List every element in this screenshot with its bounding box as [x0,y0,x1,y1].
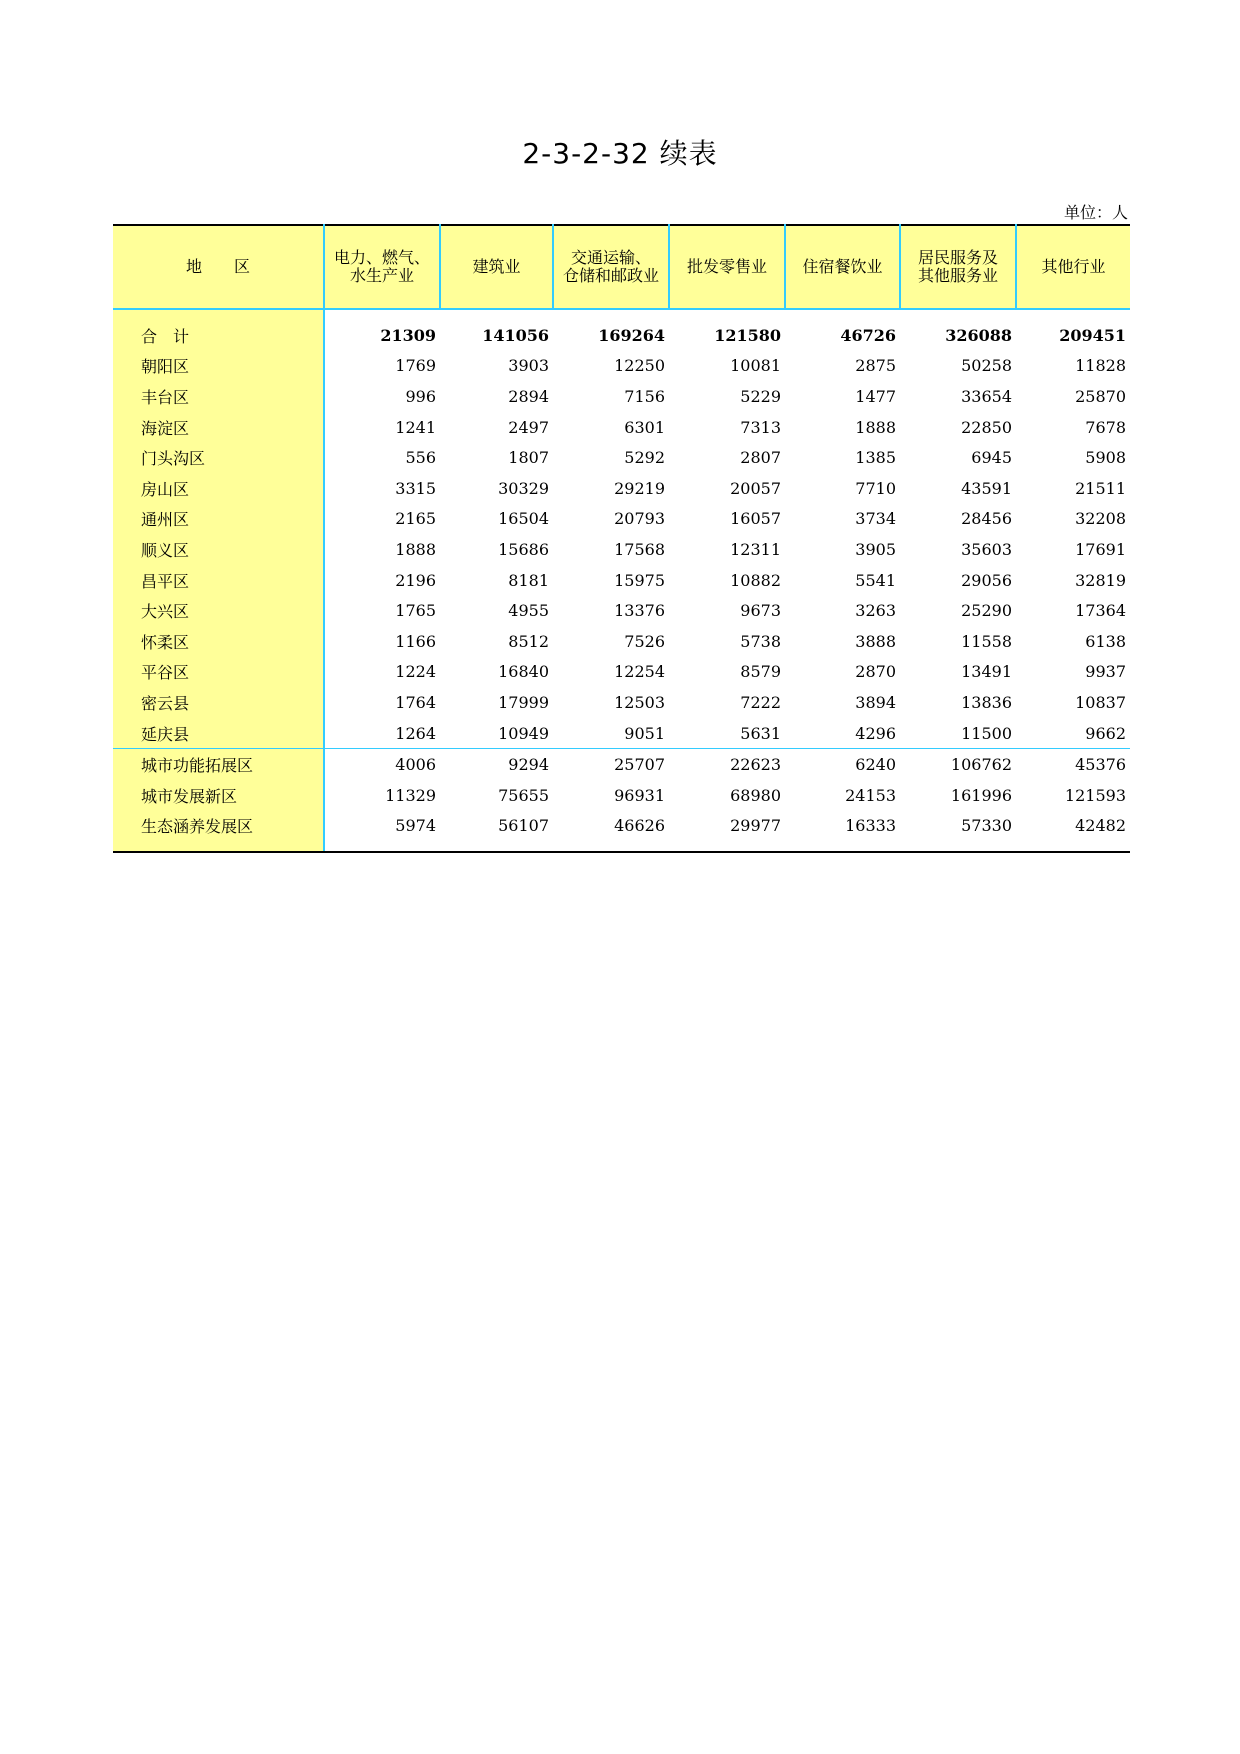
value-cell: 20057 [730,478,781,498]
value-cell: 5908 [1085,448,1126,468]
value-cell: 1385 [855,448,896,468]
value-cell: 46626 [553,811,669,853]
value-cell: 4296 [855,723,896,743]
value-cell: 32819 [1075,570,1126,590]
page-title: 2-3-2-32 续表 [522,137,718,170]
value-cell: 16333 [785,811,900,853]
table-row [113,595,1130,626]
value-cell: 1264 [395,723,436,743]
value-cell: 68980 [730,785,781,805]
table-row [113,718,1130,749]
value-cell: 1166 [395,631,436,651]
value-cell: 121580 [714,325,781,345]
table-row [113,351,1130,382]
region-cell: 海淀区 [113,412,324,443]
statistics-table [113,224,1130,853]
value-cell: 6301 [624,417,665,437]
value-cell: 3734 [855,509,896,529]
table-row [113,687,1130,718]
table-row [113,504,1130,535]
region-cell: 怀柔区 [113,626,324,657]
value-cell: 209451 [1059,325,1126,345]
value-cell: 3888 [855,631,896,651]
value-cell: 1477 [855,386,896,406]
header-other: 其他行业 [1016,225,1130,309]
value-cell: 5631 [740,723,781,743]
value-cell: 17364 [1075,601,1126,621]
value-cell: 7678 [1085,417,1126,437]
value-cell: 996 [405,386,436,406]
region-cell: 门头沟区 [113,442,324,473]
table-row [113,473,1130,504]
region-cell: 密云县 [113,687,324,718]
region-cell: 平谷区 [113,657,324,688]
value-cell: 3315 [395,478,436,498]
value-cell: 7156 [624,386,665,406]
value-cell: 32208 [1075,509,1126,529]
value-cell: 30329 [498,478,549,498]
value-cell: 7710 [855,478,896,498]
value-cell: 29219 [614,478,665,498]
value-cell: 9294 [440,749,553,780]
value-cell: 16057 [730,509,781,529]
value-cell: 7313 [740,417,781,437]
value-cell: 8579 [740,662,781,682]
value-cell: 3263 [855,601,896,621]
table-row [113,811,1130,853]
value-cell: 12250 [614,356,665,376]
value-cell: 29056 [961,570,1012,590]
value-cell: 24153 [845,785,896,805]
value-cell: 4006 [324,749,440,780]
value-cell: 2196 [395,570,436,590]
value-cell: 2870 [855,662,896,682]
table-row [113,442,1130,473]
header-services: 居民服务及 其他服务业 [900,225,1016,309]
value-cell: 6945 [971,448,1012,468]
value-cell: 1765 [395,601,436,621]
region-cell: 丰台区 [113,381,324,412]
value-cell: 1769 [395,356,436,376]
region-cell: 生态涵养发展区 [113,811,324,853]
header-construction: 建筑业 [440,225,553,309]
region-cell: 合 计 [113,309,324,351]
table-row [113,381,1130,412]
value-cell: 42482 [1016,811,1130,853]
table-row [113,626,1130,657]
value-cell: 10882 [730,570,781,590]
value-cell: 7526 [624,631,665,651]
value-cell: 33654 [961,386,1012,406]
table-header-row [113,225,1130,309]
value-cell: 161996 [950,785,1012,805]
region-cell: 城市功能拓展区 [113,749,324,780]
value-cell: 1888 [395,539,436,559]
value-cell: 7222 [740,692,781,712]
value-cell: 29977 [669,811,785,853]
unit-label: 单位：人 [1063,203,1128,222]
value-cell: 25707 [553,749,669,780]
value-cell: 10081 [730,356,781,376]
value-cell: 10837 [1075,692,1126,712]
value-cell: 12503 [614,692,665,712]
header-region: 地 区 [113,225,324,309]
value-cell: 12311 [730,539,781,559]
header-utilities: 电力、燃气、 水生产业 [324,225,440,309]
value-cell: 1807 [508,448,549,468]
value-cell: 11500 [961,723,1012,743]
value-cell: 2807 [740,448,781,468]
region-cell: 大兴区 [113,595,324,626]
value-cell: 16504 [498,509,549,529]
value-cell: 11558 [961,631,1012,651]
value-cell: 46726 [840,325,896,345]
table-row [113,749,1130,780]
value-cell: 11329 [385,785,436,805]
header-transport: 交通运输、 仓储和邮政业 [553,225,669,309]
value-cell: 2497 [508,417,549,437]
value-cell: 6138 [1085,631,1126,651]
value-cell: 3903 [508,356,549,376]
value-cell: 28456 [961,509,1012,529]
value-cell: 45376 [1016,749,1130,780]
value-cell: 8512 [508,631,549,651]
value-cell: 17691 [1075,539,1126,559]
value-cell: 5229 [740,386,781,406]
table-row-total [113,309,1130,351]
region-cell: 顺义区 [113,534,324,565]
value-cell: 50258 [961,356,1012,376]
value-cell: 4955 [508,601,549,621]
value-cell: 11828 [1075,356,1126,376]
table-row [113,780,1130,811]
value-cell: 43591 [961,478,1012,498]
value-cell: 3894 [855,692,896,712]
value-cell: 9673 [740,601,781,621]
table-row [113,534,1130,565]
value-cell: 75655 [498,785,549,805]
value-cell: 9937 [1085,662,1126,682]
value-cell: 17999 [498,692,549,712]
value-cell: 2894 [508,386,549,406]
value-cell: 106762 [900,749,1016,780]
header-hospitality: 住宿餐饮业 [785,225,900,309]
value-cell: 3905 [855,539,896,559]
region-cell: 城市发展新区 [113,780,324,811]
value-cell: 5974 [324,811,440,853]
table-row [113,565,1130,596]
value-cell: 13836 [961,692,1012,712]
value-cell: 17568 [614,539,665,559]
value-cell: 6240 [785,749,900,780]
value-cell: 2165 [395,509,436,529]
value-cell: 35603 [961,539,1012,559]
value-cell: 8181 [508,570,549,590]
value-cell: 1888 [855,417,896,437]
value-cell: 21309 [380,325,436,345]
region-cell: 通州区 [113,504,324,535]
value-cell: 1764 [395,692,436,712]
value-cell: 169264 [598,325,665,345]
value-cell: 56107 [440,811,553,853]
value-cell: 25870 [1075,386,1126,406]
region-cell: 昌平区 [113,565,324,596]
value-cell: 9662 [1085,723,1126,743]
value-cell: 57330 [900,811,1016,853]
value-cell: 15686 [498,539,549,559]
value-cell: 25290 [961,601,1012,621]
value-cell: 121593 [1064,785,1126,805]
value-cell: 15975 [614,570,665,590]
value-cell: 326088 [945,325,1012,345]
value-cell: 16840 [498,662,549,682]
value-cell: 20793 [614,509,665,529]
value-cell: 5541 [855,570,896,590]
value-cell: 12254 [614,662,665,682]
value-cell: 13491 [961,662,1012,682]
value-cell: 5292 [624,448,665,468]
region-cell: 延庆县 [113,718,324,749]
value-cell: 22623 [669,749,785,780]
value-cell: 2875 [855,356,896,376]
value-cell: 1241 [395,417,436,437]
value-cell: 13376 [614,601,665,621]
value-cell: 5738 [740,631,781,651]
value-cell: 21511 [1075,478,1126,498]
value-cell: 96931 [614,785,665,805]
value-cell: 10949 [498,723,549,743]
value-cell: 22850 [961,417,1012,437]
table-row [113,412,1130,443]
value-cell: 9051 [624,723,665,743]
value-cell: 556 [405,448,436,468]
table-row [113,657,1130,688]
region-cell: 房山区 [113,473,324,504]
header-retail: 批发零售业 [669,225,785,309]
value-cell: 141056 [482,325,549,345]
value-cell: 1224 [395,662,436,682]
region-cell: 朝阳区 [113,351,324,382]
